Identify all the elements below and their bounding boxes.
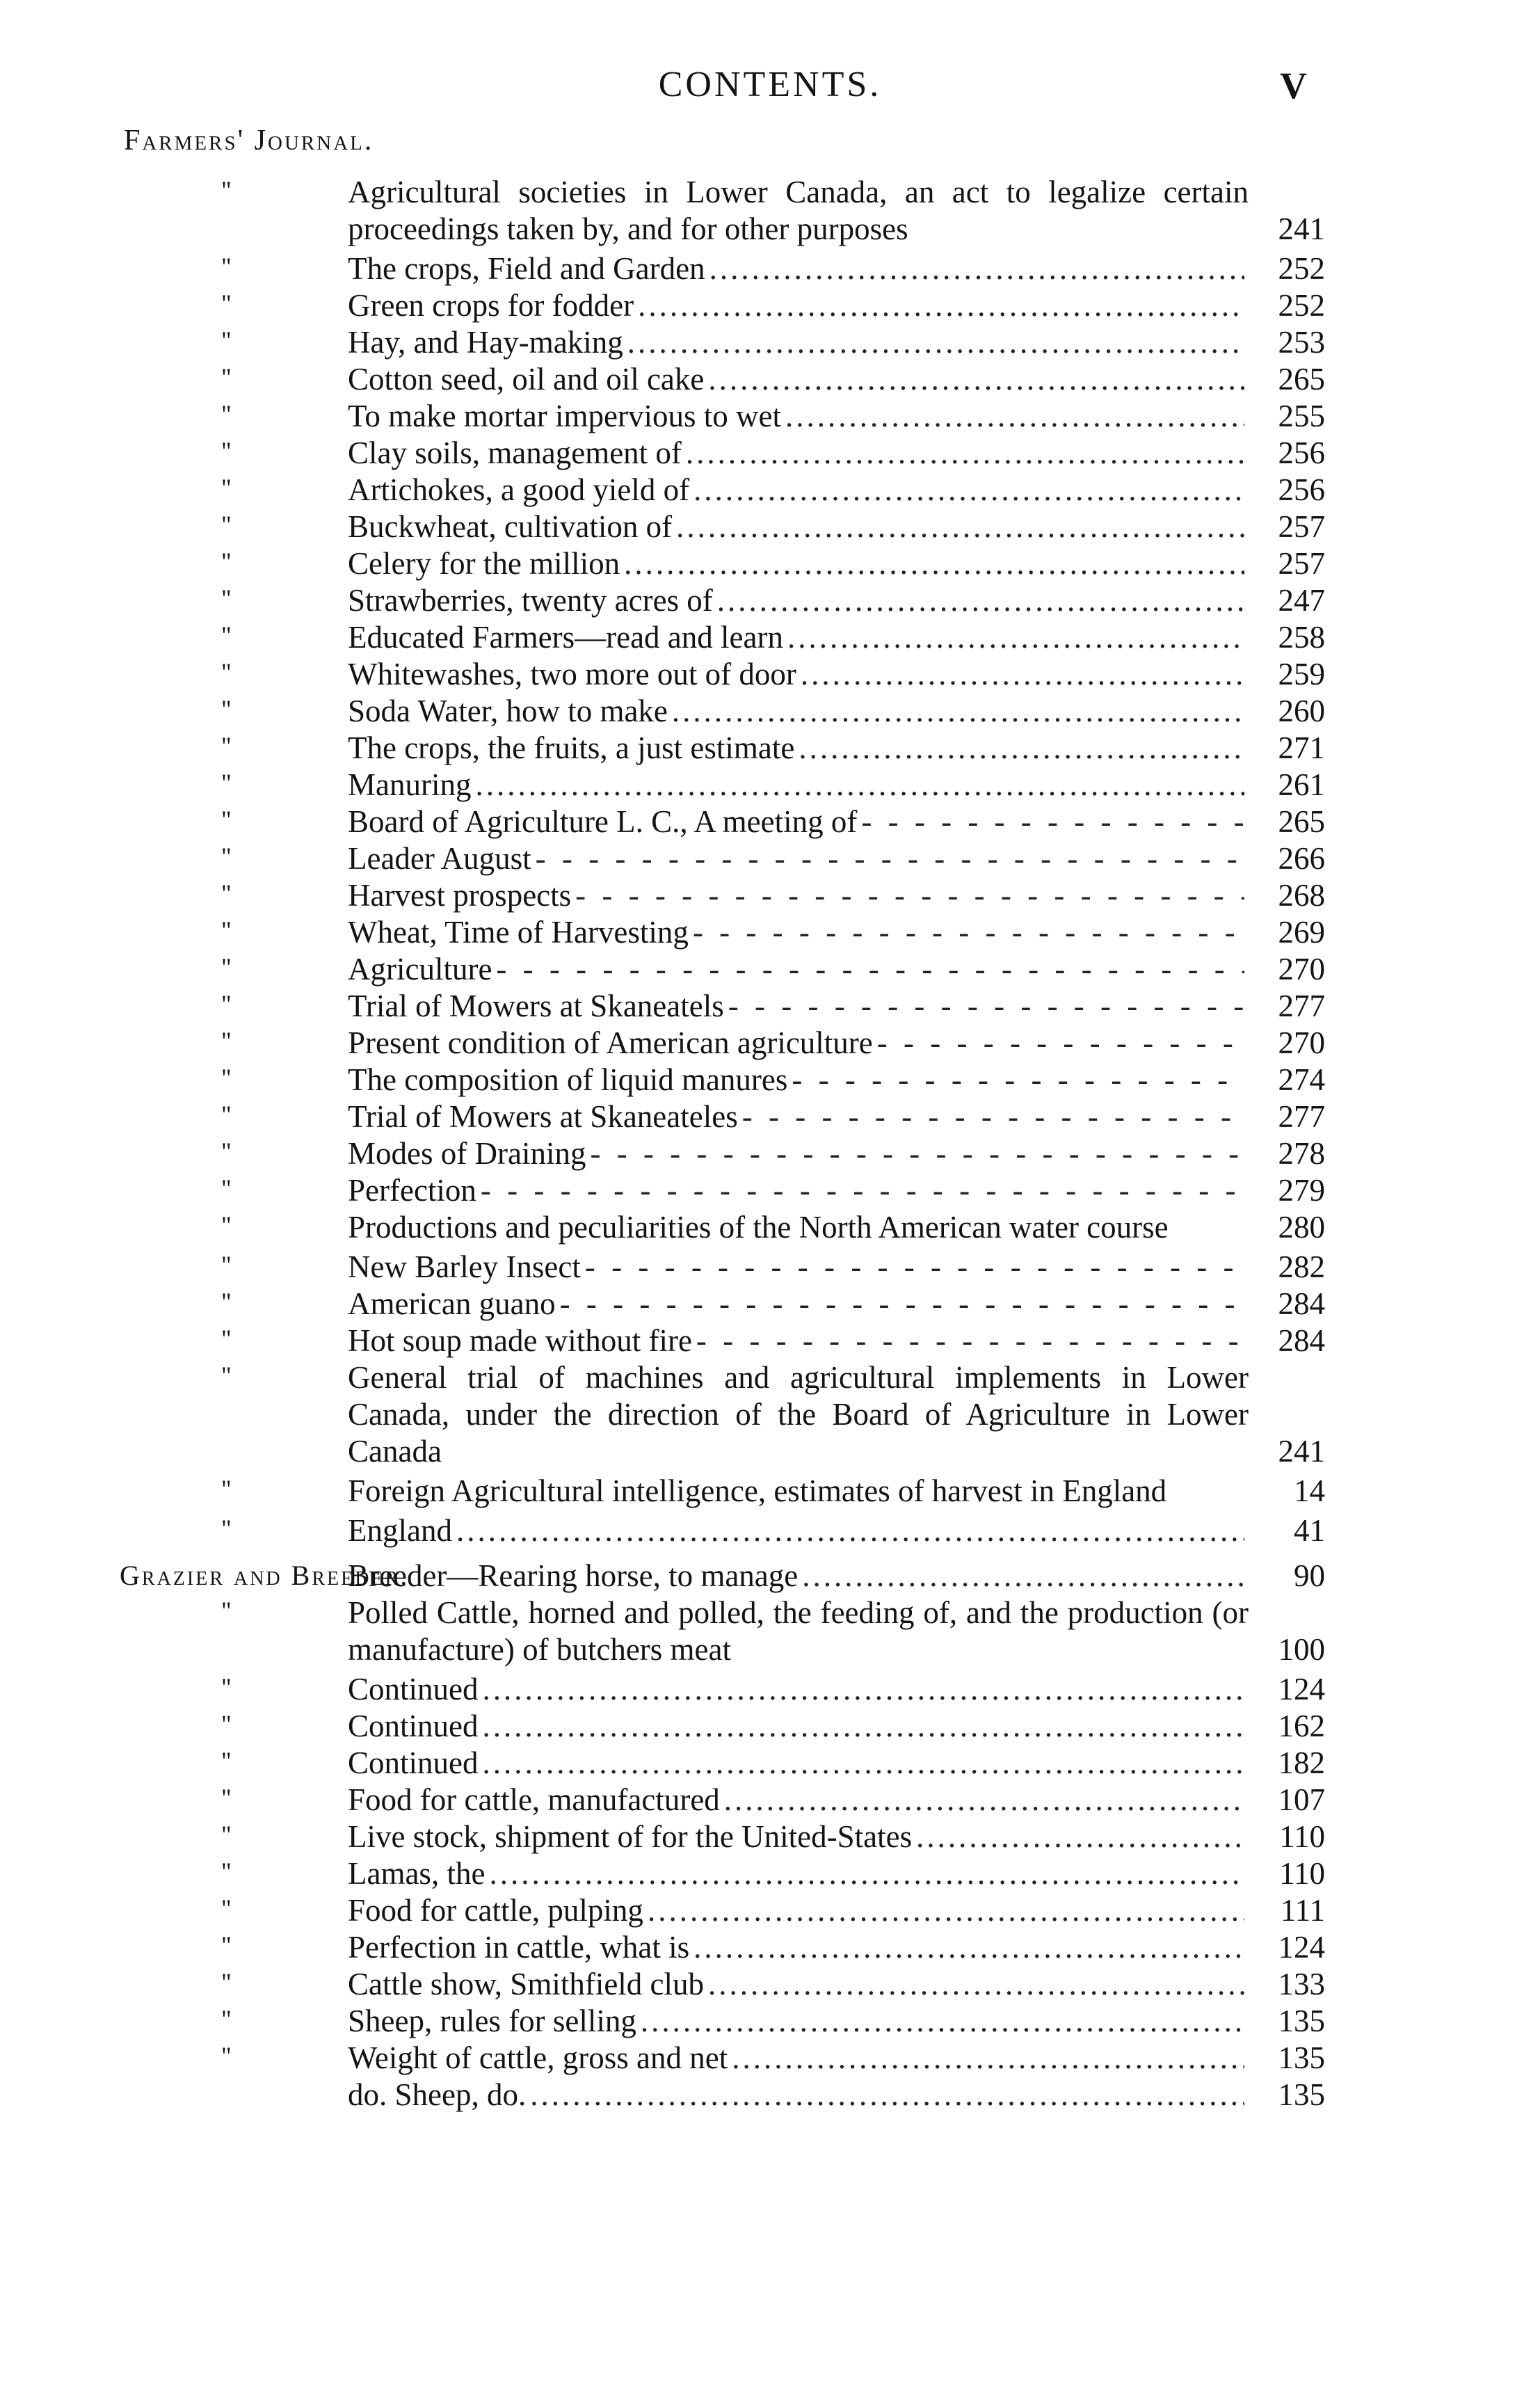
ditto-mark: " — [221, 1821, 232, 1848]
page-reference: 241 — [1278, 1434, 1325, 1469]
contents-entry — [0, 840, 1540, 877]
dot-leader — [792, 1062, 1244, 1098]
contents-entry — [0, 435, 1540, 472]
contents-entry — [0, 509, 1540, 545]
section-separator — [0, 1549, 1540, 1558]
entry-title: Hot soup made without fire — [348, 1323, 692, 1358]
page-reference: 162 — [1278, 1709, 1325, 1743]
entry-text-block — [348, 1782, 1249, 1819]
page-reference: 252 — [1278, 288, 1325, 323]
entry-title: Soda Water, how to make — [348, 694, 668, 728]
page-reference: 274 — [1278, 1062, 1325, 1097]
ditto-mark: " — [221, 363, 232, 391]
entry-text-block — [348, 840, 1249, 877]
ditto-mark: " — [221, 1894, 232, 1922]
entry-title: Continued — [348, 1745, 479, 1780]
page-reference: 260 — [1278, 694, 1325, 728]
dot-leader — [916, 1819, 1244, 1855]
entry-title: Cotton seed, oil and oil cake — [348, 362, 705, 397]
entry-text-block — [348, 1929, 1249, 1966]
ditto-mark: " — [221, 1784, 232, 1812]
entry-title: Leader August — [348, 841, 531, 876]
ditto-mark: " — [221, 1211, 232, 1239]
page-reference: 279 — [1278, 1173, 1325, 1208]
entry-text-block — [348, 1473, 1249, 1510]
contents-entry — [0, 1782, 1540, 1819]
contents-entry — [0, 1172, 1540, 1209]
ditto-mark: " — [221, 1361, 232, 1389]
dot-leader — [483, 1745, 1245, 1782]
contents-entry — [0, 1098, 1540, 1135]
dot-leader — [575, 877, 1244, 914]
page-reference: 277 — [1278, 989, 1325, 1023]
entry-title: General trial of machines and agricultural implements in Lower Canada, under the direction of the Board of Agriculture in Lower Canada — [348, 1360, 1249, 1469]
page-reference: 265 — [1278, 804, 1325, 839]
entry-text-block — [348, 1025, 1249, 1062]
dot-leader — [590, 1135, 1244, 1172]
page-reference: 241 — [1278, 211, 1325, 246]
ditto-mark: " — [221, 1747, 232, 1775]
entry-title: Trial of Mowers at Skaneatels — [348, 989, 724, 1023]
dot-leader — [877, 1025, 1244, 1062]
entry-title: Trial of Mowers at Skaneateles — [348, 1099, 738, 1134]
page-reference: 266 — [1278, 841, 1325, 876]
dot-leader — [456, 1512, 1244, 1549]
entry-title: Food for cattle, pulping — [348, 1893, 643, 1928]
contents-entry — [0, 804, 1540, 840]
page-reference: 253 — [1278, 325, 1325, 360]
contents-entry — [0, 656, 1540, 693]
dot-leader — [696, 1322, 1244, 1359]
entry-title: do. Sheep, do. — [348, 2077, 527, 2112]
dot-leader — [717, 582, 1244, 619]
entry-title: Hay, and Hay-making — [348, 325, 623, 360]
entry-text-block — [348, 1209, 1249, 1246]
page-reference: 284 — [1278, 1323, 1325, 1358]
entry-title: Perfection in cattle, what is — [348, 1930, 690, 1965]
entry-title: Polled Cattle, horned and polled, the feeding of, and the production (or manufacture) of butchers meat — [348, 1595, 1249, 1667]
ditto-mark: " — [221, 695, 232, 723]
contents-entry — [0, 324, 1540, 361]
page-reference: 282 — [1278, 1249, 1325, 1284]
entry-title: Clay soils, management of — [348, 435, 682, 470]
dot-leader — [483, 1708, 1245, 1745]
contents-entry — [0, 582, 1540, 619]
page-reference: 277 — [1278, 1099, 1325, 1134]
contents-entry — [0, 2040, 1540, 2077]
entry-text-block — [348, 730, 1249, 767]
entry-text-block — [348, 472, 1249, 509]
entry-text-block — [348, 324, 1249, 361]
dot-leader — [732, 2040, 1244, 2077]
entry-title: Green crops for fodder — [348, 288, 634, 323]
entry-title: Sheep, rules for selling — [348, 2004, 636, 2038]
ditto-mark: " — [221, 253, 232, 280]
page-reference: 182 — [1278, 1745, 1325, 1780]
contents-entry — [0, 1594, 1540, 1671]
entry-text-block — [348, 1745, 1249, 1782]
dot-leader — [641, 2003, 1244, 2040]
ditto-mark: " — [221, 176, 232, 204]
dot-leader — [708, 361, 1244, 398]
page-reference: 135 — [1278, 2077, 1325, 2112]
ditto-mark: " — [221, 879, 232, 907]
contents-entry — [0, 1322, 1540, 1359]
contents-entry — [0, 1249, 1540, 1286]
ditto-mark: " — [221, 1710, 232, 1738]
ditto-mark: " — [221, 732, 232, 760]
dot-leader — [530, 2077, 1244, 2113]
entry-title: To make mortar impervious to wet — [348, 399, 781, 433]
entry-text-block — [348, 1671, 1249, 1708]
section-heading-grazier-and-breeder: Grazier and Breeder. — [120, 1560, 410, 1591]
page-reference: 257 — [1278, 546, 1325, 581]
ditto-mark: " — [221, 1027, 232, 1055]
entry-text-block — [348, 2077, 1249, 2113]
ditto-mark: " — [221, 289, 232, 317]
page-reference: 256 — [1278, 435, 1325, 470]
page-number: V — [1280, 65, 1307, 106]
page-reference: 284 — [1278, 1286, 1325, 1321]
entry-text-block — [348, 398, 1249, 435]
entry-text-block — [348, 1172, 1249, 1209]
page-reference: 270 — [1278, 952, 1325, 986]
contents-entry — [0, 988, 1540, 1025]
dot-leader — [672, 693, 1244, 730]
entry-text-block — [348, 1512, 1249, 1549]
ditto-mark: " — [221, 658, 232, 686]
entry-text-block — [348, 1558, 1249, 1594]
entry-text-block — [348, 287, 1249, 324]
contents-entry — [0, 619, 1540, 656]
entry-text-block — [348, 1062, 1249, 1098]
dot-leader — [627, 324, 1244, 361]
ditto-mark: " — [221, 1968, 232, 1996]
page-reference: 256 — [1278, 472, 1325, 507]
contents-list — [0, 174, 1540, 2113]
contents-entry — [0, 1135, 1540, 1172]
entry-title: The crops, the fruits, a just estimate — [348, 730, 795, 765]
entry-title: Wheat, Time of Harvesting — [348, 915, 689, 950]
entry-text-block — [348, 1286, 1249, 1322]
entry-text-block — [348, 804, 1249, 840]
contents-entry — [0, 951, 1540, 988]
entry-text-block — [348, 545, 1249, 582]
dot-leader — [475, 767, 1244, 804]
page-reference: 135 — [1278, 2040, 1325, 2075]
contents-entry — [0, 472, 1540, 509]
ditto-mark: " — [221, 916, 232, 944]
ditto-mark: " — [221, 547, 232, 575]
ditto-mark: " — [221, 511, 232, 538]
contents-entry — [0, 767, 1540, 804]
contents-entry — [0, 398, 1540, 435]
dot-leader — [728, 988, 1244, 1025]
page-reference: 124 — [1278, 1672, 1325, 1706]
entry-title: Continued — [348, 1672, 479, 1706]
dot-leader — [708, 1966, 1244, 2003]
entry-text-block — [348, 1322, 1249, 1359]
dot-leader — [481, 1172, 1244, 1209]
page-reference: 280 — [1278, 1210, 1325, 1245]
dot-leader — [693, 1929, 1244, 1966]
ditto-mark: " — [221, 769, 232, 797]
entry-text-block — [348, 619, 1249, 656]
entry-title: Strawberries, twenty acres of — [348, 583, 713, 618]
dot-leader — [483, 1671, 1245, 1708]
ditto-mark: " — [221, 1174, 232, 1202]
contents-entry — [0, 730, 1540, 767]
ditto-mark: " — [221, 584, 232, 612]
contents-entry — [0, 250, 1540, 287]
contents-entry — [0, 1929, 1540, 1966]
contents-entry — [0, 877, 1540, 914]
contents-entry — [0, 693, 1540, 730]
contents-entry — [0, 1209, 1540, 1249]
entry-text-block — [348, 1708, 1249, 1745]
contents-entry — [0, 2003, 1540, 2040]
ditto-mark: " — [221, 1857, 232, 1885]
entry-text-block — [348, 767, 1249, 804]
dot-leader — [693, 472, 1244, 509]
dot-leader — [560, 1286, 1244, 1322]
entry-title: Lamas, the — [348, 1856, 486, 1891]
page-reference: 110 — [1279, 1856, 1325, 1891]
entry-title: New Barley Insect — [348, 1249, 581, 1284]
page-reference: 111 — [1280, 1893, 1325, 1928]
page-reference: 41 — [1294, 1513, 1325, 1548]
dot-leader — [724, 1782, 1244, 1819]
entry-text-block — [348, 1855, 1249, 1892]
dot-leader — [676, 509, 1244, 545]
dot-leader — [693, 914, 1244, 951]
ditto-mark: " — [221, 1514, 232, 1542]
entry-text-block — [348, 1359, 1249, 1470]
entry-title: Manuring — [348, 767, 472, 802]
page-reference: 124 — [1278, 1930, 1325, 1965]
ditto-mark: " — [221, 842, 232, 870]
dot-leader — [536, 840, 1244, 877]
contents-entry — [0, 1359, 1540, 1473]
entry-title: Harvest prospects — [348, 878, 572, 913]
ditto-mark: " — [221, 1325, 232, 1352]
entry-text-block — [348, 250, 1249, 287]
dot-leader — [785, 398, 1244, 435]
ditto-mark: " — [221, 437, 232, 465]
page-reference: 133 — [1278, 1967, 1325, 2001]
contents-entry — [0, 1286, 1540, 1322]
entry-title: Agriculture — [348, 952, 492, 986]
entry-title: Artichokes, a good yield of — [348, 472, 690, 507]
page-reference: 107 — [1278, 1782, 1325, 1817]
dot-leader — [638, 287, 1244, 324]
entry-text-block — [348, 1819, 1249, 1855]
page-reference: 269 — [1278, 915, 1325, 950]
ditto-mark: " — [221, 1475, 232, 1503]
entry-title: Educated Farmers—read and learn — [348, 620, 783, 655]
ditto-mark: " — [221, 1101, 232, 1128]
page-reference: 271 — [1278, 730, 1325, 765]
ditto-mark: " — [221, 1288, 232, 1316]
page-reference: 100 — [1278, 1632, 1325, 1667]
page-reference: 261 — [1278, 767, 1325, 802]
contents-entry — [0, 1819, 1540, 1855]
dot-leader — [861, 804, 1244, 840]
page-reference: 90 — [1294, 1558, 1325, 1593]
entry-title: Whitewashes, two more out of door — [348, 657, 796, 692]
page-reference: 135 — [1278, 2004, 1325, 2038]
dot-leader — [742, 1098, 1244, 1135]
ditto-mark: " — [221, 1597, 232, 1624]
page-reference: 270 — [1278, 1025, 1325, 1060]
contents-entry — [0, 1745, 1540, 1782]
entry-title: Weight of cattle, gross and net — [348, 2040, 728, 2075]
entry-title: Celery for the million — [348, 546, 620, 581]
dot-leader — [496, 951, 1244, 988]
entry-title: Agricultural societies in Lower Canada, an act to legalize certain proceedings taken by, and for other purposes — [348, 175, 1249, 246]
entry-title: Food for cattle, manufactured — [348, 1782, 720, 1817]
dot-leader — [624, 545, 1244, 582]
dot-leader — [801, 656, 1244, 693]
ditto-mark: " — [221, 474, 232, 502]
ditto-mark: " — [221, 400, 232, 428]
contents-entry — [0, 1558, 1540, 1594]
entry-text-block — [348, 877, 1249, 914]
dot-leader — [799, 730, 1244, 767]
entry-text-block — [348, 1135, 1249, 1172]
entry-text-block — [348, 1249, 1249, 1286]
ditto-mark: " — [221, 1064, 232, 1092]
page-reference: 268 — [1278, 878, 1325, 913]
entry-text-block — [348, 1892, 1249, 1929]
ditto-mark: " — [221, 2005, 232, 2033]
page-reference: 110 — [1279, 1819, 1325, 1854]
dot-leader — [709, 250, 1244, 287]
ditto-mark: " — [221, 953, 232, 981]
entry-text-block — [348, 914, 1249, 951]
entry-title: Perfection — [348, 1173, 476, 1208]
page-reference: 252 — [1278, 251, 1325, 286]
contents-entry — [0, 914, 1540, 951]
ditto-mark: " — [221, 326, 232, 354]
ditto-mark: " — [221, 2042, 232, 2070]
dot-leader — [648, 1892, 1244, 1929]
entry-text-block — [348, 1966, 1249, 2003]
contents-entry — [0, 1708, 1540, 1745]
dot-leader — [686, 435, 1244, 472]
entry-text-block — [348, 951, 1249, 988]
entry-title: Buckwheat, cultivation of — [348, 509, 673, 544]
page-reference: 257 — [1278, 509, 1325, 544]
ditto-mark: " — [221, 990, 232, 1018]
contents-entry — [0, 174, 1540, 250]
contents-entry — [0, 1025, 1540, 1062]
entry-text-block — [348, 509, 1249, 545]
contents-entry — [0, 1062, 1540, 1098]
entry-text-block — [348, 656, 1249, 693]
page-reference: 258 — [1278, 620, 1325, 655]
entry-title: Cattle show, Smithfield club — [348, 1967, 705, 2001]
ditto-mark: " — [221, 1251, 232, 1279]
page-reference: 247 — [1278, 583, 1325, 618]
entry-title: Productions and peculiarities of the North American water course — [348, 1210, 1169, 1245]
entry-title: Live stock, shipment of for the United-States — [348, 1819, 913, 1854]
ditto-mark: " — [221, 1137, 232, 1165]
dot-leader — [802, 1558, 1244, 1594]
entry-text-block — [348, 1098, 1249, 1135]
entry-text-block — [348, 2003, 1249, 2040]
ditto-mark: " — [221, 1673, 232, 1701]
entry-text-block — [348, 1594, 1249, 1668]
section-heading-farmers-journal: Farmers' Journal. — [124, 125, 374, 157]
entry-title: Breeder—Rearing horse, to manage — [348, 1558, 799, 1593]
running-title: CONTENTS. — [658, 65, 882, 104]
page-reference: 255 — [1278, 399, 1325, 433]
page-reference: 259 — [1278, 657, 1325, 692]
contents-entry — [0, 1966, 1540, 2003]
entry-title: Continued — [348, 1709, 479, 1743]
entry-text-block — [348, 988, 1249, 1025]
contents-entry — [0, 1855, 1540, 1892]
entry-text-block — [348, 174, 1249, 248]
ditto-mark: " — [221, 1931, 232, 1959]
entry-title: Modes of Draining — [348, 1136, 586, 1171]
ditto-mark: " — [221, 806, 232, 833]
entry-title: Present condition of American agriculture — [348, 1025, 873, 1060]
page-reference: 14 — [1294, 1473, 1325, 1508]
entry-text-block — [348, 361, 1249, 398]
contents-entry — [0, 287, 1540, 324]
entry-title: American guano — [348, 1286, 556, 1321]
ditto-mark: " — [221, 621, 232, 649]
contents-entry — [0, 1671, 1540, 1708]
contents-entry — [0, 545, 1540, 582]
page-reference: 265 — [1278, 362, 1325, 397]
contents-entry — [0, 361, 1540, 398]
contents-entry — [0, 1473, 1540, 1512]
entry-title: The crops, Field and Garden — [348, 251, 705, 286]
page-reference: 278 — [1278, 1136, 1325, 1171]
entry-title: Board of Agriculture L. C., A meeting of — [348, 804, 858, 839]
entry-text-block — [348, 2040, 1249, 2077]
entry-title: England — [348, 1513, 452, 1548]
entry-title: The composition of liquid manures — [348, 1062, 788, 1097]
contents-entry — [0, 1892, 1540, 1929]
contents-entry — [0, 1512, 1540, 1549]
dot-leader — [489, 1855, 1244, 1892]
contents-entry — [0, 2077, 1540, 2113]
entry-text-block — [348, 693, 1249, 730]
dot-leader — [787, 619, 1244, 656]
entry-text-block — [348, 582, 1249, 619]
entry-title: Foreign Agricultural intelligence, estimates of harvest in England — [348, 1473, 1167, 1508]
dot-leader — [585, 1249, 1244, 1286]
entry-text-block — [348, 435, 1249, 472]
